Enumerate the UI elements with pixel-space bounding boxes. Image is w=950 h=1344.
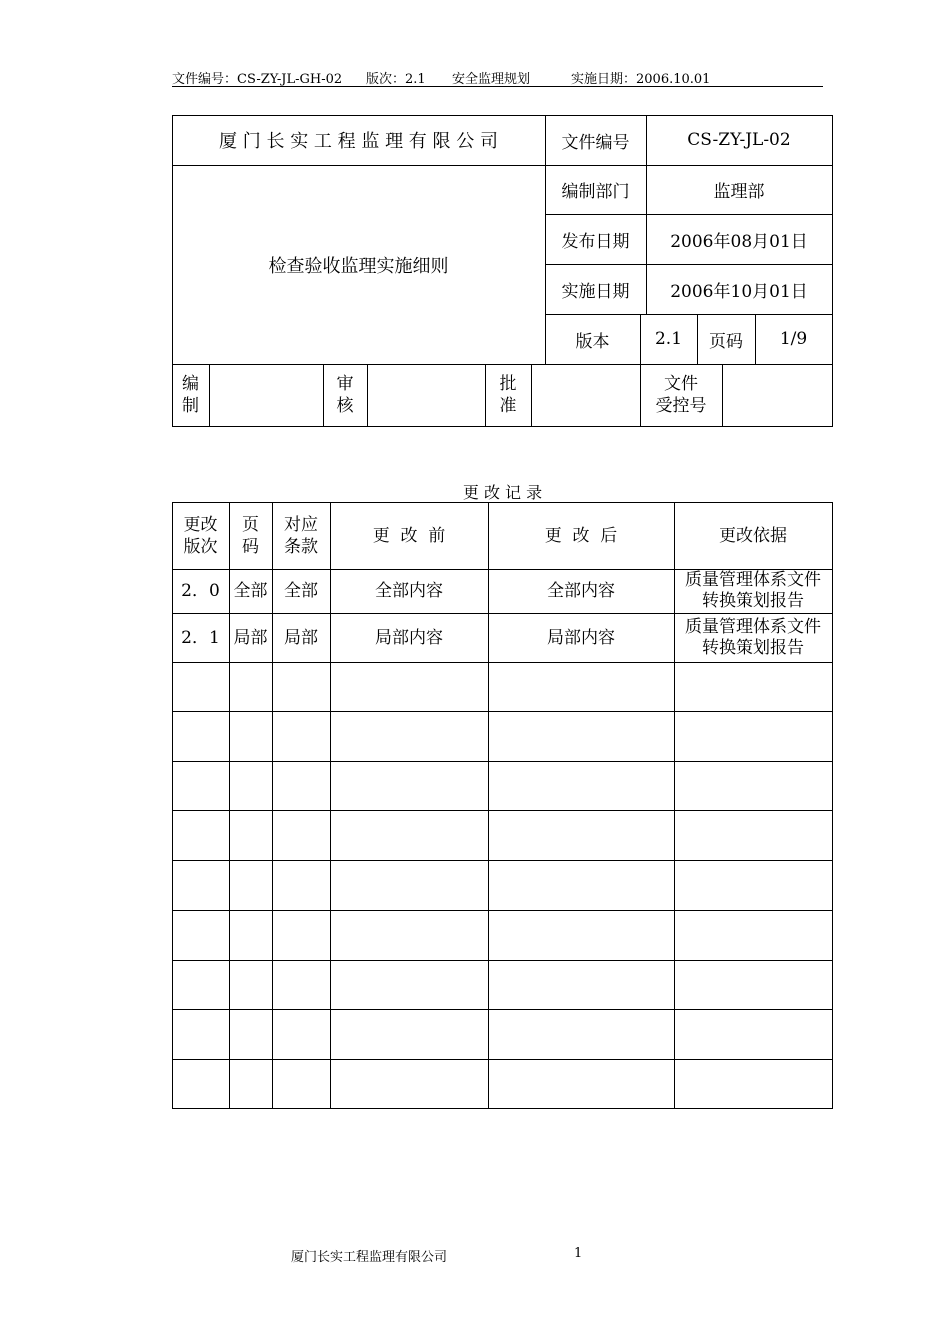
version-label: 版本 [575,331,610,352]
col-header: 页 码 [242,514,259,557]
control-no-label: 文件 受控号 [655,374,707,416]
table-cell: 质量管理体系文件转换策划报告 [685,570,821,611]
header-edition: 版次：2.1 [366,72,426,87]
revision-title: 更 改 记 录 [462,483,543,502]
table-cell: 全部内容 [375,581,443,601]
version-value: 2.1 [654,329,683,349]
footer-page-number: 1 [574,1246,583,1261]
field-label: 编制部门 [561,182,630,202]
approve-label: 批 准 [499,374,517,416]
company-name: 厦 门 长 实 工 程 监 理 有 限 公 司 [219,131,498,152]
col-header: 更改依据 [719,525,787,546]
field-label: 实施日期 [561,281,630,302]
col-header: 更 改 后 [544,525,618,546]
compile-label: 编 制 [182,374,199,416]
compile-value[interactable] [209,364,323,426]
field-value: 监理部 [713,182,765,202]
field-label: 发布日期 [561,231,630,252]
table-cell: 全部 [284,581,318,601]
table-cell: 局部 [284,627,318,648]
approve-value[interactable] [531,364,640,426]
header-rule [172,86,823,87]
doc-title: 检查验收监理实施细则 [268,255,449,277]
field-label: 文件编号 [561,132,630,153]
field-value: CS-ZY-JL-02 [687,130,791,150]
table-cell: 全部内容 [547,581,615,601]
field-value: 2006年08月01日 [670,231,808,252]
footer-company: 厦门长实工程监理有限公司 [291,1250,448,1265]
review-value[interactable] [367,364,485,426]
page-value: 1/9 [779,329,808,349]
review-label: 审 核 [336,374,354,416]
header-impl-date: 实施日期：2006.10.01 [571,72,711,87]
table-cell: 局部 [233,627,268,648]
col-header: 更改 版次 [183,514,218,557]
table-cell: 质量管理体系文件转换策划报告 [685,616,821,658]
page-label: 页码 [709,331,743,352]
table-cell: 全部 [233,581,268,601]
header-file-no: 文件编号：CS-ZY-JL-GH-02 [172,72,343,87]
table-cell: 局部内容 [547,627,615,648]
field-value: 2006年10月01日 [670,281,808,302]
col-header: 更 改 前 [372,525,446,546]
table-cell: 2．0 [181,581,220,601]
col-header: 对应 条款 [284,514,318,557]
table-cell: 局部内容 [375,627,443,648]
header-plan: 安全监理规划 [452,72,531,87]
table-cell: 2．1 [181,627,220,648]
control-no-value[interactable] [722,364,832,426]
